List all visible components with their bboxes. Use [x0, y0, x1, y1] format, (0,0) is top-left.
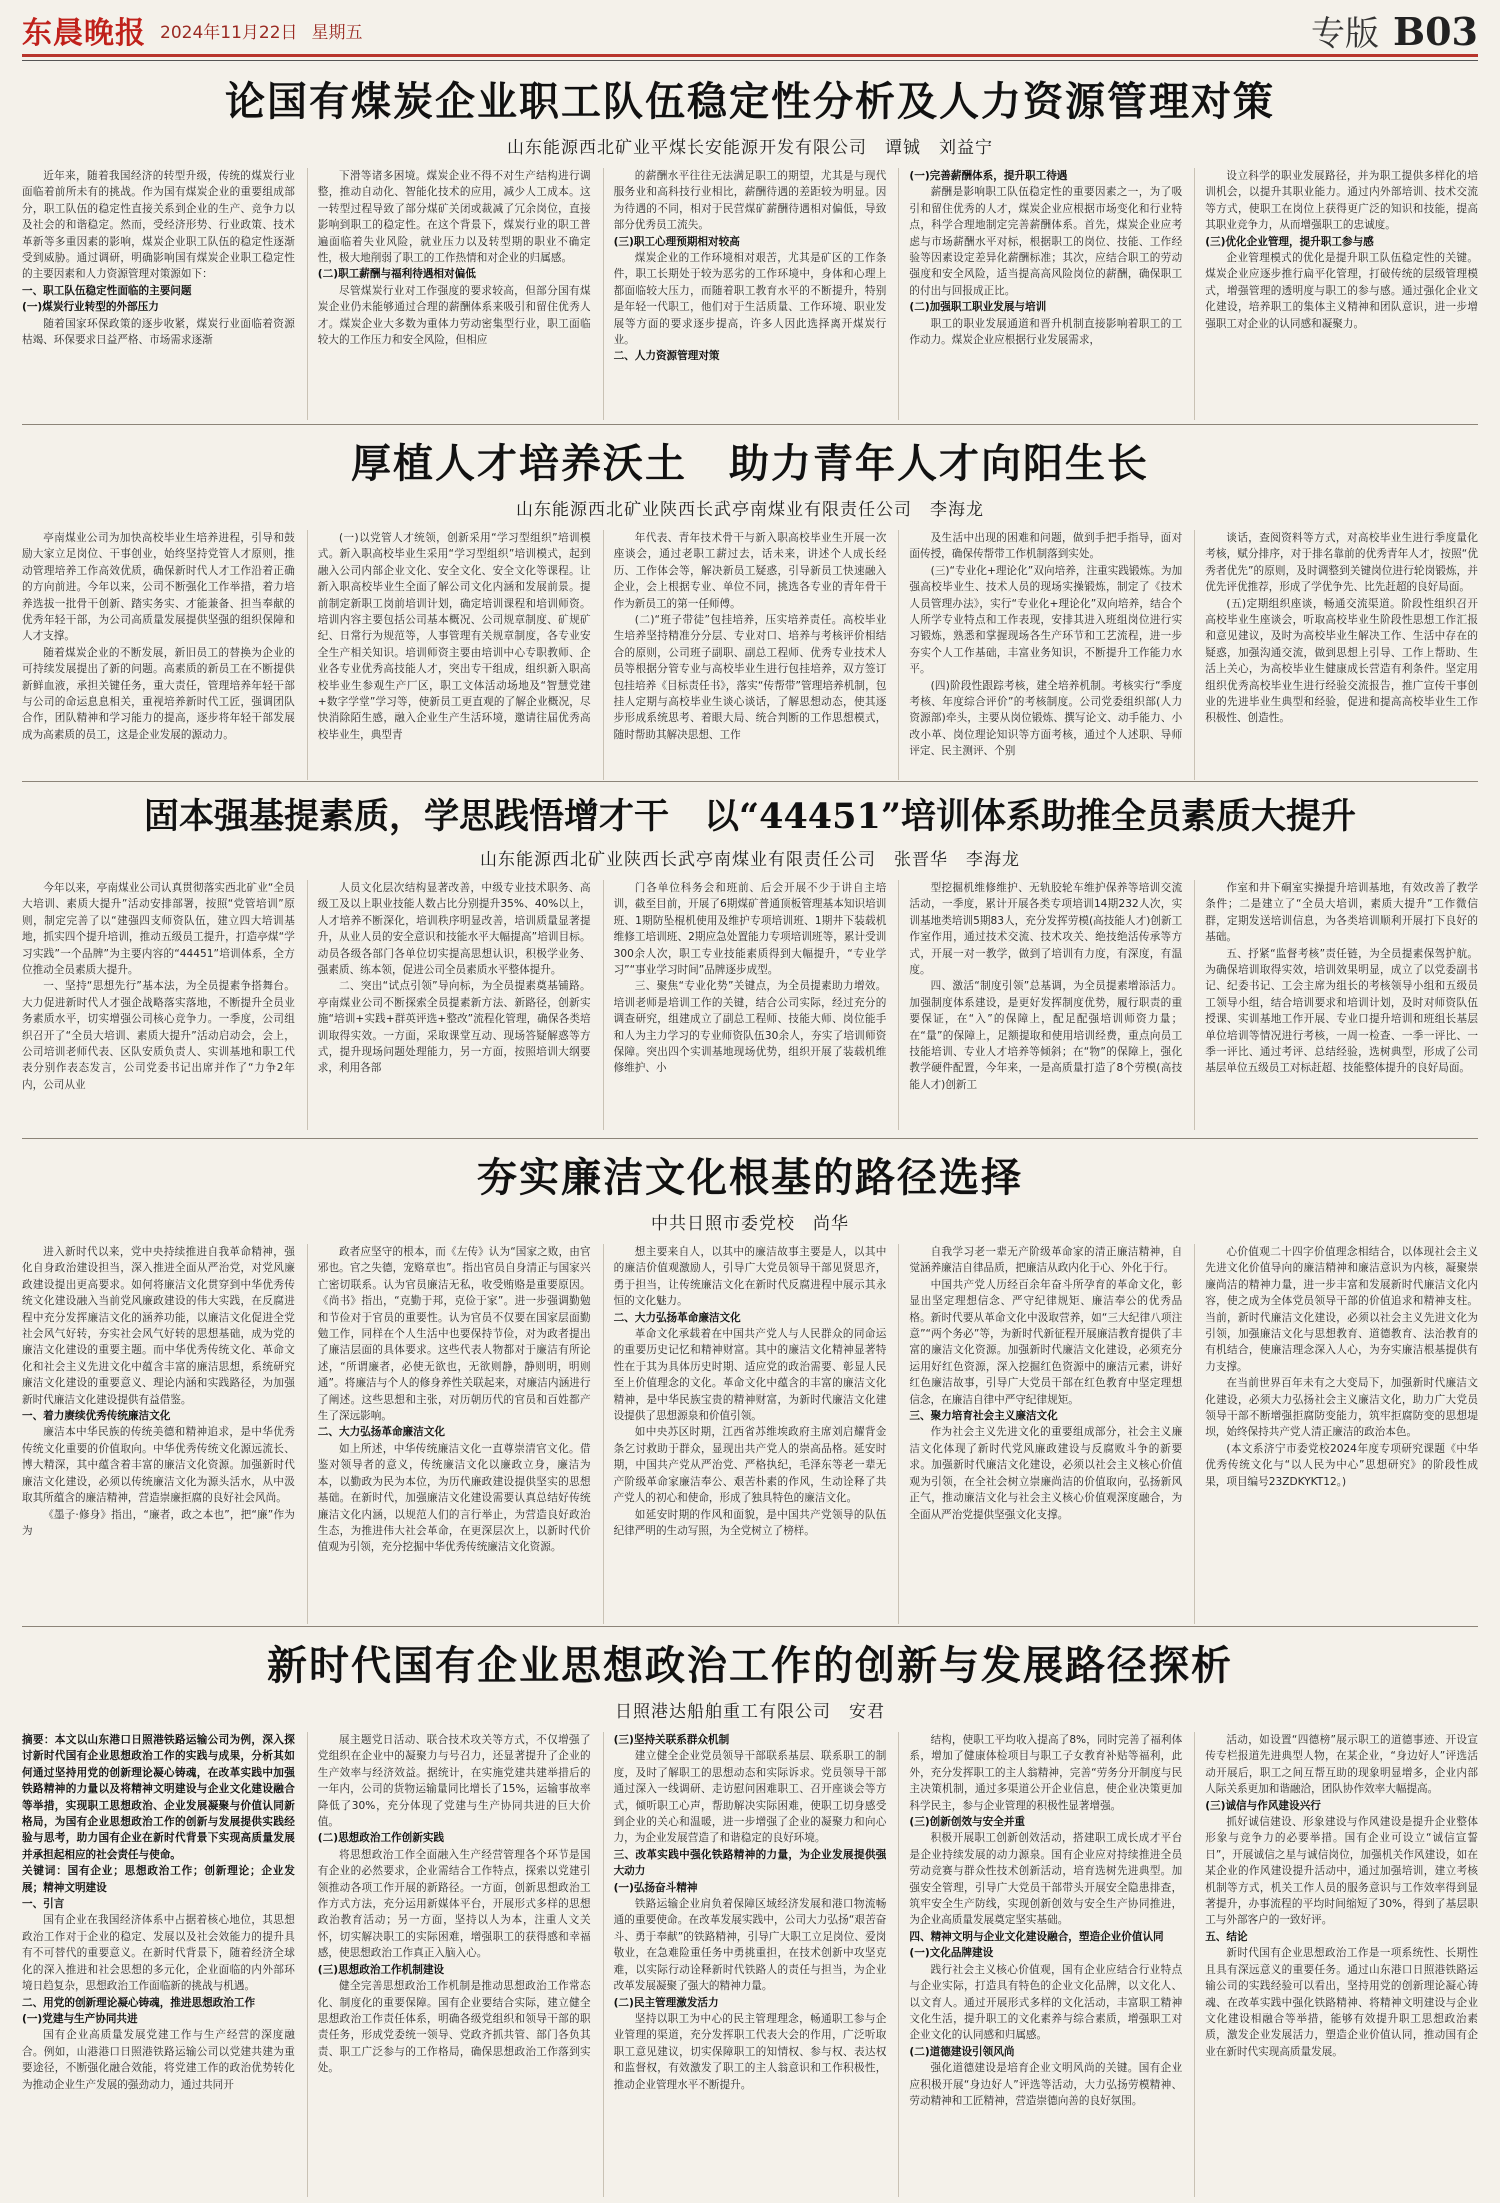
article-headline: 新时代国有企业思想政治工作的创新与发展路径探析	[267, 1642, 1233, 1689]
body-paragraph: 政者应坚守的根本，而《左传》认为“国家之败，由官邪也。官之失德，宠赂章也”。指出官员自身清正与国家兴亡密切联系。认为官员廉洁无私，收受贿赂是重要原因。《尚书》指出，“克勤于邦，克俭于家”。进一步强调勤勉和节俭对于官员的重要性。认为官员不仅要在国家层面勤勉工作，同样在个人生活中也要保持节俭，对为政者提出了廉洁层面的具体要求。这些代表人物都对于廉洁有所论述，“所谓廉者，必使无欲也，无欲则静，静则明，明则通”。将廉洁与个人的修身养性关联起来，对廉洁内涵进行了阐述。这些思想和主张，对历朝历代的官员和百姓都产生了深远影响。	[317, 1246, 591, 1423]
body-paragraph: 的薪酬水平往往无法满足职工的期望，尤其是与现代服务业和高科技行业相比，薪酬待遇的差距较为明显。因为待遇的不同，相对于民营煤矿薪酬待遇相对偏低，导致部分优秀员工流失。	[613, 170, 887, 232]
text-column	[22, 168, 295, 420]
article-body	[22, 1732, 1478, 2197]
section-subheading: (三)优化企业管理，提升职工参与感	[1205, 235, 1374, 248]
article-headline: 固本强基提素质，学思践悟增才干 以“44451”培训体系助推全员素质大提升	[143, 796, 1357, 837]
body-paragraph: 自我学习老一辈无产阶级革命家的清正廉洁精神，自觉涵养廉洁自律品质，把廉洁从政内化于心、外化于行。	[909, 1246, 1183, 1275]
section-subheading: 二、大力弘扬革命廉洁文化	[613, 1311, 741, 1324]
abstract-paragraph: 摘要：本文以山东港口日照港铁路运输公司为例，深入探讨新时代国有企业思想政治工作的实践与成果，分析其如何通过坚持用党的创新理论凝心铸魂，在改革实践中加强铁路精神的力量以及将精神文明建设与企业文化建设融合等举措，实现职工思想政治、企业发展凝聚与价值认同新格局，为国有企业思想政治工作的创新与发展提供实践经验与思考，助力国有企业在新时代背景下实现高质量发展并承担起相应的社会责任与使命。	[22, 1734, 295, 1861]
section-subheading: 四、精神文明与企业文化建设融合，塑造企业价值认同	[909, 1930, 1164, 1943]
article-divider	[22, 1138, 1478, 1139]
body-paragraph: 健全完善思想政治工作机制是推动思想政治工作常态化、制度化的重要保障。国有企业要结合实际，建立健全思想政治工作责任体系，明确各级党组织和领导干部的职责任务，形成党委统一领导、党政齐抓共管、部门各负其责、职工广泛参与的工作格局，确保思想政治工作落到实处。	[317, 1980, 591, 2075]
section-subheading: (二)民主管理激发活力	[613, 1996, 719, 2009]
body-paragraph: 近年来，随着我国经济的转型升级，传统的煤炭行业面临着前所未有的挑战。作为国有煤炭企业的重要组成部分，职工队伍的稳定性直接关系到企业的生产、竞争力以及社会的和谐稳定。然而，受经济形势、行业政策、技术革新等多重因素的影响，煤炭企业职工队伍的稳定性逐渐受到威胁。通过调研，明确影响国有煤炭企业职工稳定性的主要因素和人力资源管理对策源如下：	[22, 170, 295, 281]
body-paragraph: 积极开展职工创新创效活动，搭建职工成长成才平台是企业持续发展的动力源泉。国有企业应对持续推进全员劳动竞赛与群众性技术创新活动，培育选树先进典型。加强安全管理，引导广大党员干部带头开展安全隐患排查，筑牢安全生产防线，实现创新创效与安全生产协同推进，为企业高质量发展奠定坚实基础。	[909, 1832, 1183, 1927]
body-paragraph: 一、坚持“思想先行”基本法，为全员提素争搭舞台。大力促进新时代人才强企战略落实落地，不断提升全员业务素质水平，切实增强公司核心竞争力。一季度，公司组织召开了“全员大培训、素质大提升”活动启动会，会上，公司培训老师代表、区队安质负责人、实训基地和职工代表分别作表态发言，公司党委书记出席并作了“力争2年内，公司从业	[22, 980, 295, 1091]
body-paragraph: 随着煤炭企业的不断发展，新旧员工的替换为企业的可持续发展提出了新的问题。高素质的新员工在不断提供新鲜血液，承担关键任务，重大责任，管理培养年轻干部与公司的命运息息相关，重视培养新时代工匠，强调团队合作，团队精神和学习能力的提高，逐步将年轻干部发展成为高素质的员工，这是企业发展的源动力。	[22, 646, 295, 741]
section-subheading: (三)创新创效与安全并重	[909, 1816, 1026, 1829]
body-paragraph: (三)“专业化+理论化”双向培养，注重实践锻炼。为加强高校毕业生、技术人员的现场实操锻炼，制定了《技术人员管理办法》，实行“专业化+理论化”双向培养，结合个人所学专业特点和工作表现，安排其进入班组岗位进行实习锻炼，熟悉和掌握现场各生产环节和工艺流程，进一步夯实个人工作基础，丰富业务知识，不断提升工作能力水平。	[909, 564, 1183, 676]
section-subheading: (一)弘扬奋斗精神	[613, 1881, 698, 1894]
body-paragraph: 型挖掘机维修维护、无轨胶轮车维护保养等培训交流活动，一季度，累计开展各类专项培训14期232人次，实训基地类培训5期83人，充分发挥劳模(高技能人才)创新工作室作用，通过技术交流、技术攻关、绝技绝活传承等方式，开展一对一教学，做到了培训有力度，有深度，有温度。	[909, 882, 1183, 977]
text-column	[1194, 880, 1478, 1130]
section-subheading: (一)煤炭行业转型的外部压力	[22, 301, 159, 314]
body-paragraph: 亭南煤业公司为加快高校毕业生培养进程，引导和鼓励大家立足岗位、干事创业，始终坚持党管人才原则，推动管理培养工作高效优质，确保新时代人才工作沿着正确的方向前进。今年以来，公司不断强化工作举措，着力培养选拔一批骨干创新、踏实务实、才能兼备、担当奉献的优秀年轻干部，为公司高质量发展提供坚强的组织保障和人才支撑。	[22, 532, 295, 643]
body-paragraph: 企业管理模式的优化是提升职工队伍稳定性的关键。煤炭企业应逐步推行扁平化管理，打破传统的层级管理模式，增强管理的透明度与职工的参与感。通过强化企业文化建设，培养职工的集体主义精神和团队意识，进一步增强职工对企业的认同感和凝聚力。	[1205, 252, 1478, 330]
text-column	[307, 168, 591, 420]
page-number: B03	[1393, 8, 1478, 54]
article-1	[22, 70, 1478, 420]
body-paragraph: 将思想政治工作全面融入生产经营管理各个环节是国有企业的必然要求，企业需结合工作特点，探索以党建引领推动各项工作开展的新路径。一方面，创新思想政治工作方式方法，充分运用新媒体平台，开展形式多样的思想政治教育活动；另一方面，坚持以人为本，注重人文关怀，切实解决职工的实际困难，增强职工的获得感和幸福感，使思想政治工作真正入脑入心。	[317, 1848, 591, 1960]
body-paragraph: 想主要来自人，以其中的廉洁故事主要是人，以其中的廉洁价值观激励人，引导广大党员领导干部见贤思齐，勇于担当，让传统廉洁文化在新时代反腐进程中展示其永恒的文化魅力。	[613, 1246, 887, 1308]
article-byline: 山东能源西北矿业陕西长武亭南煤业有限责任公司 张晋华 李海龙	[480, 850, 1020, 870]
body-paragraph: 革命文化承载着在中国共产党人与人民群众的同命运的重要历史记忆和精神财富。其中的廉洁文化精神显著特性在于其为具体历史时期、适应党的政治需要、彰显人民至上价值理念的文化。革命文化中蕴含的丰富的廉洁文化精神，是中华民族宝贵的精神财富，为新时代廉洁文化建设提供了思想源泉和价值引领。	[613, 1328, 887, 1423]
body-paragraph: 人员文化层次结构显著改善，中级专业技术职务、高级工及以上职业技能人数占比分别提升35%、40%以上，人才培养不断深化，培训秩序明显改善，培训质量显著提升，从业人员的安全意识和技能水平大幅提高”培训目标。动员各级各部门各单位切实提高思想认识，积极学业务、强素质、练本领，促进公司全员素质水平整体提升。	[317, 882, 591, 977]
text-column	[898, 530, 1182, 780]
article-headline: 厚植人才培养沃土 助力青年人才向阳生长	[351, 440, 1149, 487]
article-divider	[22, 781, 1478, 782]
body-paragraph: 作为社会主义先进文化的重要组成部分，社会主义廉洁文化体现了新时代党风廉政建设与反腐败斗争的新要求。加强新时代廉洁文化建设，必须以社会主义核心价值观为引领，在全社会树立崇廉尚洁的价值取向，弘扬新风正气，推动廉洁文化与社会主义核心价值观深度融合，为全面从严治党提供坚强文化支撑。	[909, 1426, 1183, 1521]
text-column	[603, 1244, 887, 1624]
issue-date: 2024年11月22日	[160, 22, 298, 43]
body-paragraph: 建立健全企业党员领导干部联系基层、联系职工的制度，及时了解职工的思想动态和实际诉求。党员领导干部通过深入一线调研、走访慰问困难职工、召开座谈会等方式，倾听职工心声，帮助解决实际困难，使职工切身感受到企业的关心和温暖，进一步增强了企业的凝聚力和向心力，为企业发展营造了和谐稳定的良好环境。	[613, 1750, 887, 1845]
body-paragraph: 年代表、青年技术骨干与新入职高校毕业生开展一次座谈会，通过老职工薪过去，话未来，讲述个人成长经历、工作体会等，解决新员工疑惑，引导新员工快速融入企业，会上根据专业、单位不同，挑选各专业的青年骨干作为新员工的第一任师傅。	[613, 532, 887, 610]
text-column	[603, 168, 887, 420]
body-paragraph: 强化道德建设是培育企业文明风尚的关键。国有企业应积极开展“身边好人”评选等活动，大力弘扬劳模精神、劳动精神和工匠精神，营造崇德向善的良好氛围。	[909, 2062, 1183, 2107]
body-paragraph: 随着国家环保政策的逐步收紧，煤炭行业面临着资源枯竭、环保要求日益严格、市场需求逐渐	[22, 317, 295, 347]
article-byline: 日照港达船舶重工有限公司 安君	[615, 1702, 885, 1722]
section-subheading: 一、着力赓续优秀传统廉洁文化	[22, 1410, 171, 1423]
body-paragraph: 《墨子·修身》指出，“廉者，政之本也”，把“廉”作为为	[22, 1508, 295, 1537]
body-paragraph: 进入新时代以来，党中央持续推进自我革命精神，强化自身政治建设担当，深入推进全面从严治党，对党风廉政建设提出更高要求。如何将廉洁文化贯穿到中华优秀传统文化建设融入当前党风廉政建设的伟大实践，在反腐进程中充分发挥廉洁文化的涵养功能，以廉洁文化促进全党社会风气好转，夯实社会风气好转的思想基础，成为党的廉洁文化建设的重要主题。而中华优秀传统文化、革命文化和社会主义先进文化中蕴含丰富的廉洁思想，系统研究廉洁文化建设的重要意义、理论内涵和实践路径，为加强新时代廉洁文化建设提供有益借鉴。	[22, 1246, 295, 1406]
article-body	[22, 1244, 1478, 1624]
body-paragraph: 国有企业高质量发展党建工作与生产经营的深度融合。例如，山港港口日照港铁路运输公司以党建共建为重要途径，不断强化融合效能，将党建工作的政治优势转化为推动企业生产发展的强劲动力，通过共同开	[22, 2029, 295, 2091]
body-paragraph: 廉洁本中华民族的传统美德和精神追求，是中华优秀传统文化重要的价值取向。中华优秀传统文化源远流长、博大精深，其中蕴含着丰富的廉洁文化资源。加强新时代廉洁文化建设，必须以传统廉洁文化为源头活水，从中汲取其所蕴含的廉洁精神，营造崇廉拒腐的良好社会风尚。	[22, 1426, 295, 1505]
body-paragraph: 如上所述，中华传统廉洁文化一直尊崇清官文化。借鉴对领导者的意义，传统廉洁文化以廉政立身，廉洁为本，以勤政为民为本位，为历代廉政建设提供坚实的思想基础。在新时代，加强廉洁文化建设需要认真总结好传统廉洁文化内涵，以规范人们的言行举止，为营造良好政治生态，为推进伟大社会革命，在更深层次上，以新时代价值观为引领，充分挖掘中华优秀传统廉洁文化资源。	[317, 1442, 591, 1554]
masthead	[22, 8, 1478, 52]
body-paragraph: 薪酬是影响职工队伍稳定性的重要因素之一，为了吸引和留住优秀的人才，煤炭企业应根据市场变化和行业特点，科学合理地制定完善薪酬体系。首先，煤炭企业应考虑与市场薪酬水平对标，根据职工的岗位、技能、工作经验等因素设定差异化薪酬标准；其次，应结合职工的劳动强度和安全风险，适当提高高风险岗位的薪酬，确保职工的付出与回报成正比。	[909, 186, 1183, 297]
section-subheading: 五、结论	[1205, 1930, 1248, 1943]
text-column	[1194, 530, 1478, 780]
article-divider	[22, 424, 1478, 425]
text-column	[22, 1244, 295, 1624]
body-paragraph: (五)定期组织座谈，畅通交流渠道。阶段性组织召开高校毕业生座谈会，听取高校毕业生阶段性思想工作汇报和意见建议，及时为高校毕业生解决工作、生活中存在的疑惑，加强沟通交流，做到思想上引导、工作上帮助、生活上关心，为高校毕业生健康成长营造有利条件。坚定用组织优秀高校毕业生进行经验交流报告，推广宣传干事创业的先进毕业生典型和经验，促进和提高高校毕业生工作积极性、创造性。	[1205, 597, 1478, 725]
text-column	[307, 880, 591, 1130]
body-paragraph: 二、突出“试点引领”导向标，为全员提素奠基铺路。亭南煤业公司不断探索全员提素新方法、新路径，创新实施“培训+实践+群英评选+整改”流程化管理，确保各类培训取得实效。一方面，采取课堂互动、现场答疑解惑等方式，提升现场问题处理能力，另一方面，按照培训大纲要求，利用各部	[317, 980, 591, 1075]
section-subheading: 二、人力资源管理对策	[613, 350, 720, 363]
text-column	[603, 880, 887, 1130]
text-column	[307, 530, 591, 780]
text-column	[22, 530, 295, 780]
section-subheading: 一、引言	[22, 1898, 65, 1911]
body-paragraph: 抓好诚信建设、形象建设与作风建设是提升企业整体形象与竞争力的必要举措。国有企业可设立“诚信宣誓日”，开展诚信之星与诚信岗位，加强机关作风建设，如在某企业的作风建设提升活动中，通过加强培训，建立考核机制等方式，机关工作人员的服务意识与工作效率得到显著提升，办事流程的平均时间缩短了30%，得到了基层职工与外部客户的一致好评。	[1205, 1816, 1478, 1927]
section-subheading: (三)坚持关联系群众机制	[613, 1734, 730, 1746]
body-paragraph: 活动，如设置“四德榜”展示职工的道德事迹、开设宣传专栏报道先进典型人物，在某企业，“身边好人”评选活动开展后，职工之间互帮互助的现象明显增多，企业内部人际关系更加和谐融洽，团队协作效率大幅提高。	[1205, 1734, 1478, 1796]
text-column	[898, 1732, 1182, 2197]
issue-weekday: 星期五	[311, 22, 363, 43]
text-column	[1194, 1732, 1478, 2197]
body-paragraph: 坚持以职工为中心的民主管理理念，畅通职工参与企业管理的渠道，充分发挥职工代表大会的作用，广泛听取职工意见建议，切实保障职工的知情权、参与权、表达权和监督权，有效激发了职工的主人翁意识和工作积极性，推动企业管理水平不断提升。	[613, 2012, 887, 2091]
text-column	[307, 1732, 591, 2197]
section-subheading: 三、聚力培育社会主义廉洁文化	[909, 1410, 1058, 1423]
section-subheading: (一)完善薪酬体系，提升职工待遇	[909, 170, 1068, 182]
body-paragraph: 煤炭企业的工作环境相对艰苦，尤其是矿区的工作条件，职工长期处于较为恶劣的工作环境中，身体和心理上都面临较大压力，而随着职工教育水平的不断提升，特别是年轻一代职工，他们对于生活质量、工作环境、职业发展等方面的要求逐步提高，许多人因此选择离开煤炭行业。	[613, 252, 887, 347]
body-paragraph: 作室和井下硐室实操提升培训基地，有效改善了教学条件；二是建立了“全员大培训，素质大提升”工作微信群，定期发送培训信息，为各类培训顺利开展打下良好的基础。	[1205, 882, 1478, 944]
body-paragraph: (一)以党管人才统领，创新采用“学习型组织”培训模式。新入职高校毕业生采用“学习型组织”培训模式，起到融入公司内部企业文化、安全文化、安全文化等课程。让新入职高校毕业生全面了解公司文化内涵和发展前景。提前制定新职工岗前培训计划，确定培训课程和培训师资。培训内容主要包括公司基本概况、公司规章制度、矿规矿纪、日常行为规范等，人事管理有关规章制度，各专业安全生产相关知识。培训师资主要由培训中心专职教师、企业各专业优秀高技能人才，突出专干组成，组织新入职高校毕业生参观生产厂区，职工文体活动场地及“智慧党建+数字学堂”学习等，使新员工更直观的了解企业概况，尽快消除陌生感，融入企业生产生活环境，邀请往届优秀高校毕业生，典型青	[317, 532, 591, 741]
section-subheading: 一、职工队伍稳定性面临的主要问题	[22, 284, 192, 297]
article-byline: 中共日照市委党校 尚华	[651, 1214, 849, 1234]
article-4	[22, 1146, 1478, 1621]
body-paragraph: (二)“班子带徒”包挂培养，压实培养责任。高校毕业生培养坚持精准分分层、专业对口、培养与考核评价相结合的原则，公司班子副职、副总工程师、优秀专业技术人员等根据分管专业与高校毕业生进行包挂培养，双方签订包挂培养《目标责任书》，落实“传帮带”管理培养机制，包挂人定期与高校毕业生谈心谈话，了解思想动态，使其逐步形成系统思考、着眼大局、统合判断的工作思想模式，随时帮助其解决思想、工作	[613, 614, 887, 741]
article-5	[22, 1634, 1478, 2194]
body-paragraph: 国有企业在我国经济体系中占据着核心地位，其思想政治工作对于企业的稳定、发展以及社会效能力的提升具有不可替代的重要意义。在新时代背景下，随着经济全球化的深入推进和社会思想的多元化，企业面临的内外部环境日趋复杂，思想政治工作面临新的挑战与机遇。	[22, 1914, 295, 1993]
body-paragraph: 五、抒紧“监督考核”责任链，为全员提素保驾护航。为确保培训取得实效，培训效果明显，成立了以党委副书记、纪委书记、工会主席为组长的考核领导小组和五级员工领导小组，结合培训要求和培训计划，及时对师资队伍授课、实训基地工作开展、专业口提升培训和班组长基层单位培训等情况进行考核，一周一检查、一季一评比、一季一评比、通过考评、总结经验，选树典型，形成了公司基层单位五级员工对标赶超、技能整体提升的良好局面。	[1205, 947, 1478, 1075]
body-paragraph: 下滑等诸多困境。煤炭企业不得不对生产结构进行调整，推动自动化、智能化技术的应用，减少人工成本。这一转型过程导致了部分煤矿关闭或裁减了冗余岗位，直接影响到职工的稳定性。在这个背景下，煤炭行业的职工普遍面临着失业风险，就业压力以及转型期的职业不确定性，极大地削弱了职工的工作热情和对企业的归属感。	[317, 170, 591, 265]
body-paragraph: 设立科学的职业发展路径，并为职工提供多样化的培训机会，以提升其职业能力。通过内外部培训、技术交流等方式，使职工在岗位上获得更广泛的知识和技能，提高其职业竞争力，从而增强职工的忠诚度。	[1205, 170, 1478, 232]
body-paragraph: 在当前世界百年未有之大变局下，加强新时代廉洁文化建设，必须大力弘扬社会主义廉洁文化，助力广大党员领导干部不断增强拒腐防变能力，筑牢拒腐防变的思想堤坝，始终保持共产党人清正廉洁的政治本色。	[1205, 1377, 1478, 1439]
text-column	[1194, 168, 1478, 420]
body-paragraph: 谈话，查阅资料等方式，对高校毕业生进行季度量化考核，赋分排序，对于排名靠前的优秀青年人才，按照“优秀者优先”的原则，及时调整到关键岗位进行轮岗锻炼，并优先评优推荐，形成了学优争先、比先赶超的良好局面。	[1205, 532, 1478, 594]
body-paragraph: 中国共产党人历经百余年奋斗所孕育的革命文化，彰显出坚定理想信念、严守纪律规矩、廉洁奉公的优秀品格。新时代要从革命文化中汲取营养，如“三大纪律八项注意”“两个务必”等，为新时代新征程开展廉洁教育提供了丰富的廉洁文化资源。加强新时代廉洁文化建设，必须充分运用好红色资源，深入挖掘红色资源中的廉洁元素，讲好红色廉洁故事，引导广大党员干部在红色教育中坚定理想信念，在廉洁自律中严守纪律规矩。	[909, 1278, 1183, 1406]
abstract-paragraph: 关键词：国有企业；思想政治工作；创新理论；企业发展；精神文明建设	[22, 1865, 295, 1894]
section-subheading: (二)道德建设引领风尚	[909, 2045, 1015, 2058]
article-divider	[22, 1626, 1478, 1627]
section-name: 专版	[1311, 13, 1379, 54]
text-column	[898, 880, 1182, 1130]
article-body	[22, 530, 1478, 780]
article-byline: 山东能源西北矿业平煤长安能源开发有限公司 谭铖 刘益宁	[507, 138, 993, 158]
body-paragraph: 职工的职业发展通道和晋升机制直接影响着职工的工作动力。煤炭企业应根据行业发展需求，	[909, 317, 1183, 347]
article-body	[22, 168, 1478, 420]
body-paragraph: 践行社会主义核心价值观，国有企业应结合行业特点与企业实际，打造具有特色的企业文化品牌，以文化人、以文育人。通过开展形式多样的文化活动，丰富职工精神文化生活，提升职工的文化素养与综合素质，增强职工对企业文化的认同感和归属感。	[909, 1963, 1183, 2042]
article-headline: 论国有煤炭企业职工队伍稳定性分析及人力资源管理对策	[225, 78, 1275, 125]
article-3	[22, 789, 1478, 1134]
article-body	[22, 880, 1478, 1130]
section-subheading: (一)党建与生产协同共进	[22, 2012, 138, 2025]
section-subheading: 二、用党的创新理论凝心铸魂，推进思想政治工作	[22, 1996, 256, 2009]
text-column	[603, 530, 887, 780]
text-column	[307, 1244, 591, 1624]
text-column	[898, 1244, 1182, 1624]
section-subheading: 二、大力弘扬革命廉洁文化	[317, 1426, 445, 1439]
section-subheading: (三)职工心理预期相对较高	[613, 235, 740, 248]
body-paragraph: 三、聚焦“专业化势”关键点，为全员提素助力增效。培训老师是培训工作的关键，结合公司实际，经过充分的调查研究，组建成立了副总工程师、技能大师、岗位能手和人为主力学习的专业师资队伍30余人，夯实了培训师资保障。突出四个实训基地现场优势，组织开展了装载机维修维护、小	[613, 980, 887, 1075]
section-subheading: (一)文化品牌建设	[909, 1947, 994, 1960]
masthead-thin-rule	[22, 60, 1478, 61]
body-paragraph: 展主题党日活动、联合技术攻关等方式，不仅增强了党组织在企业中的凝聚力与号召力，还显著提升了企业的生产效率与经济效益。据统计，在实施党建共建举措后的一年内，公司的货物运输量同比增长了15%，运输事故率降低了30%，充分体现了党建与生产协同共进的巨大价值。	[317, 1734, 591, 1829]
section-subheading: (二)思想政治工作创新实践	[317, 1832, 445, 1845]
text-column	[1194, 1244, 1478, 1624]
body-paragraph: 四、激活“制度引领”总基调，为全员提素增添活力。加强制度体系建设，是更好发挥制度优势，履行职责的重要保证，在“入”的保障上，配足配强培训师资力量；在“量”的保障上，足额提取和使用培训经费，重点向员工技能培训、专业人才培养等倾斜；在“物”的保障上，强化教学硬件配置，今年来，一是高质量打造了8个劳模(高技能人才)创新工	[909, 980, 1183, 1091]
text-column	[22, 1732, 295, 2197]
body-paragraph: 如中央苏区时期，江西省苏维埃政府主席刘启耀背金条乞讨救助于群众，显现出共产党人的崇高品格。延安时期，中国共产党从严治党、严格执纪，毛泽东等老一辈无产阶级革命家廉洁奉公、艰苦朴素的作风，生动诠释了共产党人的初心和使命，形成了独具特色的廉洁文化。	[613, 1426, 887, 1505]
text-column	[22, 880, 295, 1130]
article-headline: 夯实廉洁文化根基的路径选择	[477, 1154, 1023, 1201]
section-subheading: (三)诚信与作风建设兴行	[1205, 1799, 1321, 1812]
body-paragraph: 今年以来，亭南煤业公司认真贯彻落实西北矿业“全员大培训、素质大提升”活动安排部署，按照“党管培训”原则，制定完善了以“建强四支师资队伍，建立四大培训基地，抓实四个提升培训，推动五级员工提升，打造亭煤“学习实践”一个品牌”为主要内容的“44451”培训体系，全方位推动全员素质大提升。	[22, 882, 295, 977]
body-paragraph: (本文系济宁市委党校2024年度专项研究课题《中华优秀传统文化与“以人民为中心”思想研究》的阶段性成果，项目编号23ZDKYKT12。)	[1205, 1442, 1478, 1488]
body-paragraph: 铁路运输企业肩负着保障区域经济发展和港口物流畅通的重要使命。在改革发展实践中，公司大力弘扬“艰苦奋斗、勇于奉献”的铁路精神，引导广大职工立足岗位、爱岗敬业，在急难险重任务中勇挑重担，在技术创新中攻坚克难，以实际行动诠释新时代铁路人的责任与担当，为企业改革发展凝聚了强大的精神力量。	[613, 1898, 887, 1993]
body-paragraph: 心价值观二十四字价值理念相结合，以体现社会主义先进文化价值导向的廉洁精神和廉洁意识为内核，凝聚崇廉尚洁的精神力量，进一步丰富和发展新时代廉洁文化内容，使之成为全体党员领导干部的价值追求和精神支柱。当前，新时代廉洁文化建设，必须以社会主义先进文化为引领，加强廉洁文化与思想教育、道德教育、法治教育的有机结合，使廉洁理念深入人心，为夯实廉洁根基提供有力支撑。	[1205, 1246, 1478, 1373]
section-subheading: (二)加强职工职业发展与培训	[909, 301, 1047, 314]
section-subheading: (二)职工薪酬与福利待遇相对偏低	[317, 268, 476, 281]
body-paragraph: 尽管煤炭行业对工作强度的要求较高，但部分国有煤炭企业仍未能够通过合理的薪酬体系来吸引和留住优秀人才。煤炭企业大多数为重体力劳动密集型行业，职工面临较大的工作压力和安全风险，但相应	[317, 284, 591, 347]
article-2	[22, 432, 1478, 777]
body-paragraph: 结构，使职工平均收入提高了8%，同时完善了福利体系，增加了健康体检项目与职工子女教育补贴等福利，此外，充分发挥职工的主人翁精神，完善“劳务分开制度与民主决策机制，通过多渠道公开企业信息，使企业决策更加科学民主，参与企业管理的积极性显著增强。	[909, 1734, 1183, 1812]
article-byline: 山东能源西北矿业陕西长武亭南煤业有限责任公司 李海龙	[516, 500, 984, 520]
text-column	[898, 168, 1182, 420]
body-paragraph: 及生活中出现的困难和问题，做到手把手指导，面对面传授，确保传帮带工作机制落到实处。	[909, 532, 1183, 561]
newspaper-logo: 东晨晚报	[22, 16, 146, 51]
body-paragraph: 门各单位科务会和班前、后会开展不少于讲自主培训，截至目前，开展了6期煤矿普通顶板管理基本知识培训班、1期防坠棍机使用及维护专项培训班、1期井下装载机维修工培训班、2期应急处置能力专项培训班等，累计受训300余人次，职工专业技能素质得到大幅提升，“专业学习”“事业学习时间”品牌逐步成型。	[613, 882, 887, 977]
body-paragraph: 新时代国有企业思想政治工作是一项系统性、长期性且具有深远意义的重要任务。通过山东港口日照港铁路运输公司的实践经验可以看出，坚持用党的创新理论凝心铸魂、在改革实践中强化铁路精神、将精神文明建设与企业文化建设相融合等举措，能够有效提升职工思想政治素质，激发企业发展活力，塑造企业价值认同，推动国有企业在新时代实现高质量发展。	[1205, 1947, 1478, 2058]
text-column	[603, 1732, 887, 2197]
section-subheading: 三、改革实践中强化铁路精神的力量，为企业发展提供强大动力	[613, 1848, 887, 1878]
body-paragraph: 如延安时期的作风和面貌，是中国共产党领导的队伍纪律严明的生动写照，为全党树立了榜样。	[613, 1508, 887, 1537]
body-paragraph: (四)阶段性跟踪考核，建全培养机制。考核实行“季度考核、年度综合评价”的考核制度。公司党委组织部(人力资源部)牵头，主要从岗位锻炼、撰写论文、动手能力、小改小革、岗位理论知识等方面考核，通过个人述职、导师评定、民主测评、个别	[909, 679, 1183, 758]
section-subheading: (三)思想政治工作机制建设	[317, 1963, 445, 1976]
masthead-rule	[22, 54, 1478, 57]
